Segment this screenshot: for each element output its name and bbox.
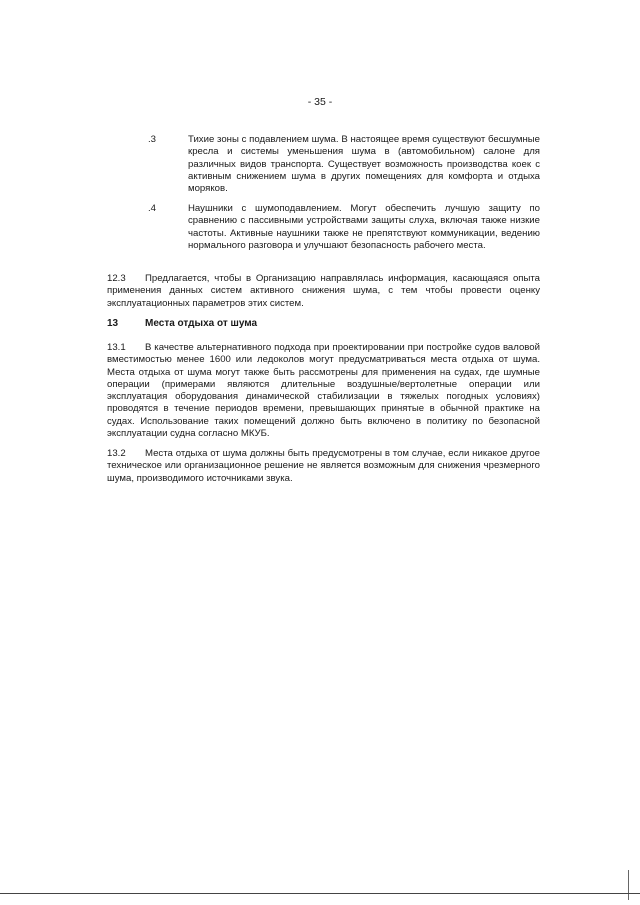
section-title: Места отдыха от шума — [145, 318, 258, 329]
section-heading — [107, 318, 257, 329]
paragraph-number: 13.2 — [107, 448, 126, 459]
paragraph-12-3 — [107, 273, 540, 310]
paragraph-number: 13.1 — [107, 342, 126, 353]
item-number: .4 — [148, 203, 157, 214]
item-number: .3 — [148, 134, 157, 145]
paragraph-text: Предлагается, чтобы в Организацию направлялась информация, касающаяся опыта применения данных систем активного снижения шума, с тем чтобы провести оценку эксплуатационных параметров этих систем. — [107, 273, 540, 309]
paragraph-text: Места отдыха от шума должны быть предусмотрены в том случае, если никакое другое техническое или организационное решение не является возможным для снижения чрезмерного шума, производимого источниками звука. — [107, 448, 540, 484]
page-edge-mark — [628, 870, 629, 900]
item-text: Наушники с шумоподавлением. Могут обеспечить лучшую защиту по сравнению с пассивными устройствами защиты слуха, включая также низкие частоты. Активные наушники также не препятствуют коммуникации, ведению нормального разговора и улучшают безопасность рабочего места. — [188, 203, 540, 251]
paragraph-13-2 — [107, 448, 540, 485]
page-number: - 35 - — [307, 96, 333, 108]
item-text: Тихие зоны с подавлением шума. В настоящее время существуют бесшумные кресла и системы уменьшения шума в (автомобильном) салоне для различных видов транспорта. Существует возможность производства коек с активным снижением шума в других помещениях для комфорта и отдыха моряков. — [188, 134, 540, 195]
footer-divider — [0, 893, 640, 894]
paragraph-number: 12.3 — [107, 273, 126, 284]
paragraph-13-1 — [107, 342, 540, 440]
section-number: 13 — [107, 318, 119, 329]
paragraph-text: В качестве альтернативного подхода при проектировании при постройке судов валовой вместимостью менее 1600 или ледоколов могут предусматриваться места отдыха от шума. Места отдыха от шума могут также быть рассмотрены для применения на судах, где шумные операции (примерами являются длительные воздушные/вертолетные операции или эксплуатация оборудования динамической стабилизации в тяжелых погодных условиях) проводятся в течение периодов времени, превышающих принятые в обычной практике на судах. Использование таких помещений должно быть включено в политику по безопасной эксплуатации судна согласно МКУБ. — [107, 342, 540, 440]
